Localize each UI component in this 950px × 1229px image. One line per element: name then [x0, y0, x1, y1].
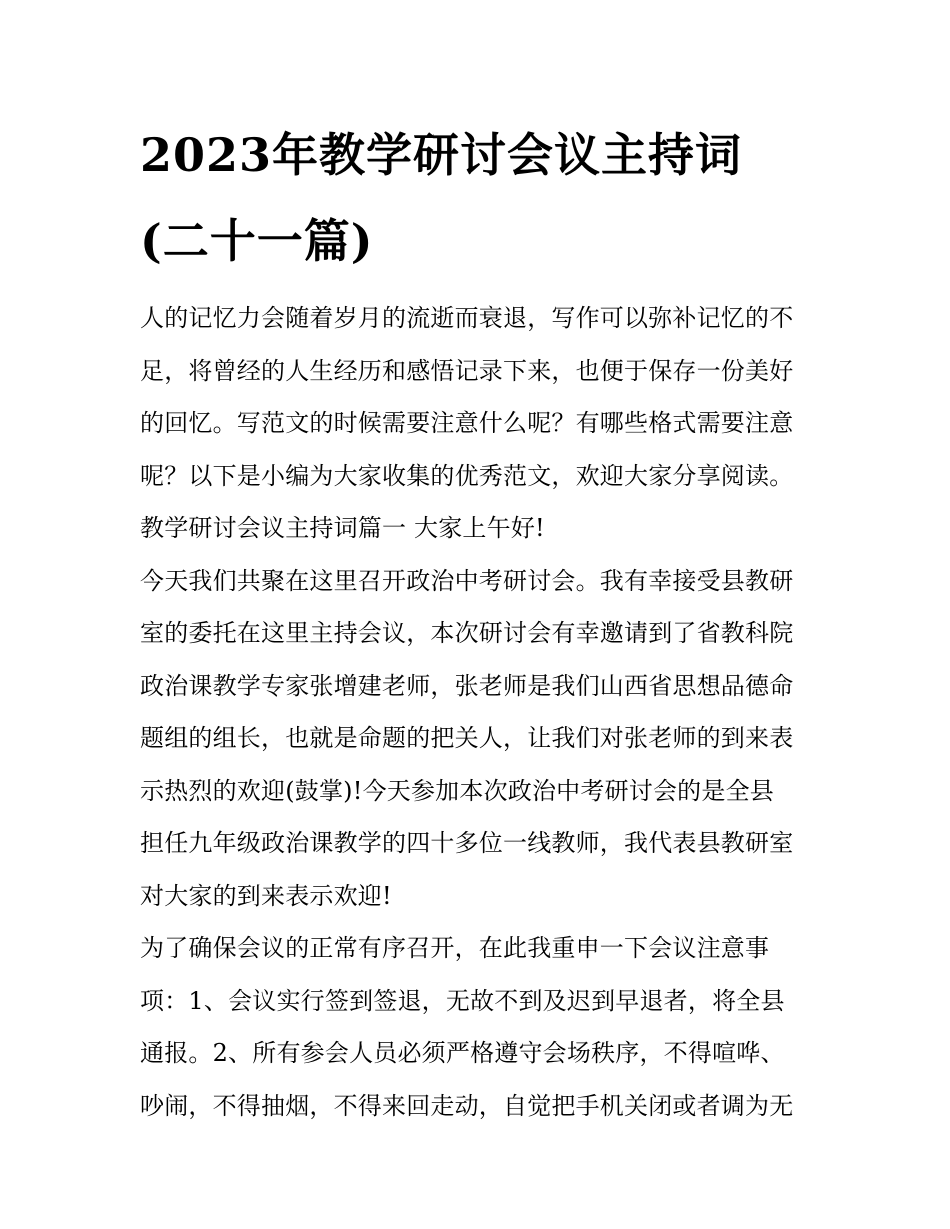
text-line: 题组的组长，也就是命题的把关人，让我们对张老师的到来表 — [140, 724, 794, 752]
paragraph-intro — [140, 292, 815, 502]
text-line: 呢？以下是小编为大家收集的优秀范文，欢迎大家分享阅读。 — [140, 461, 794, 490]
title-line-1: 2023年教学研讨会议主持词 — [140, 128, 743, 182]
text-line: 示热烈的欢迎(鼓掌)!今天参加本次政治中考研讨会的是全县 — [140, 776, 774, 805]
text-line: 通报。2、所有参会人员必须严格遵守会场秩序，不得喧哗、 — [140, 1039, 785, 1067]
text-line: 吵闹，不得抽烟，不得来回走动，自觉把手机关闭或者调为无 — [140, 1091, 794, 1120]
text-line: 教学研讨会议主持词篇一 大家上午好! — [140, 514, 545, 542]
text-line: 项：1、会议实行签到签退，无故不到及迟到早退者，将全县 — [140, 986, 785, 1015]
text-line: 政治课教学专家张增建老师，张老师是我们山西省思想品德命 — [140, 671, 794, 700]
paragraph-section-heading — [140, 502, 815, 555]
document-body — [140, 292, 815, 1132]
text-line: 对大家的到来表示欢迎! — [140, 881, 392, 910]
text-line: 人的记忆力会随着岁月的流逝而衰退，写作可以弥补记忆的不 — [140, 304, 794, 332]
paragraph-opening — [140, 555, 815, 923]
document-page — [140, 112, 815, 1132]
text-line: 为了确保会议的正常有序召开，在此我重申一下会议注意事 — [140, 934, 770, 962]
text-line: 担任九年级政治课教学的四十多位一线教师，我代表县教研室 — [140, 829, 794, 857]
text-line: 室的委托在这里主持会议，本次研讨会有幸邀请到了省教科院 — [140, 619, 794, 647]
document-title — [140, 112, 815, 284]
text-line: 足，将曾经的人生经历和感悟记录下来，也便于保存一份美好 — [140, 356, 794, 385]
text-line: 的回忆。写范文的时候需要注意什么呢？有哪些格式需要注意 — [140, 409, 794, 437]
paragraph-rules — [140, 922, 815, 1132]
title-line-2: (二十一篇) — [140, 214, 374, 268]
text-line: 今天我们共聚在这里召开政治中考研讨会。我有幸接受县教研 — [140, 566, 794, 595]
